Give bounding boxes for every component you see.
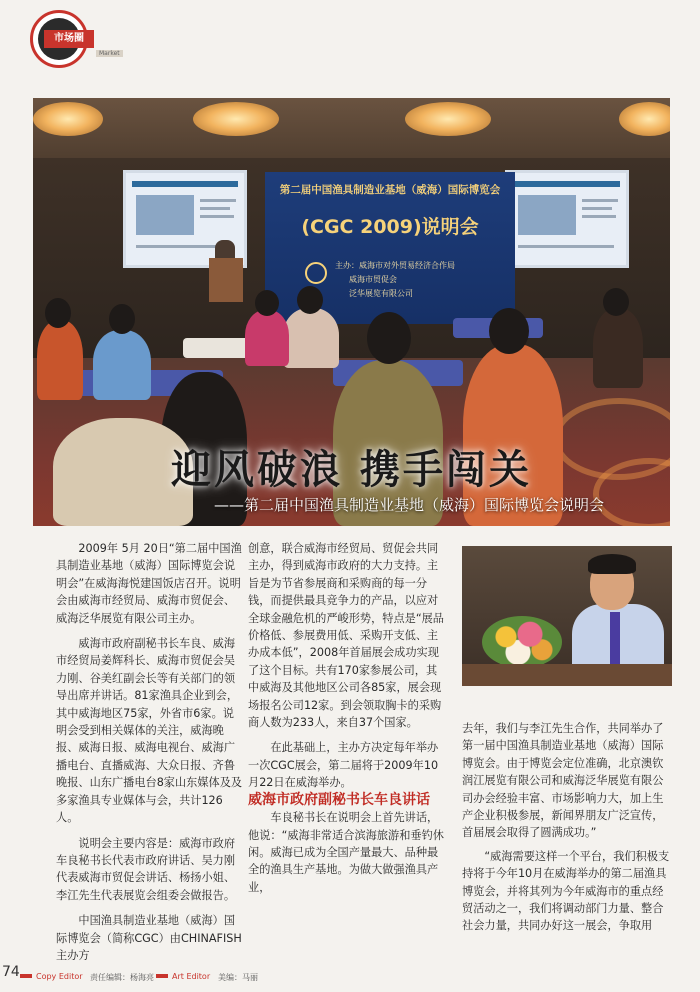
audience-member	[245, 310, 289, 366]
backdrop-sponsor: 威海市贸促会	[349, 275, 397, 284]
speaker-tie	[610, 612, 620, 672]
audience-head	[489, 308, 529, 354]
paragraph: 车良秘书长在说明会上首先讲话，他说：“威海非常适合滨海旅游和垂钓休闲。威海已成为全国产量最大、品种最全的渔具生产基地。为做大做强渔具产业，	[248, 811, 444, 894]
article-column-2	[248, 540, 448, 896]
art-editor-label-en: Art Editor	[172, 972, 211, 981]
audience-head	[45, 298, 71, 328]
copy-editor-label-en: Copy Editor	[36, 972, 83, 981]
paragraph: 2009年 5月 20日“第二届中国渔具制造业基地（威海）国际博览会说明会”在威海海悦建国饭店召开。说明会由威海市经贸局、威海市贸促会、威海泛华展览有限公司主办。	[56, 542, 242, 625]
ceiling-lamp	[405, 102, 491, 136]
podium	[209, 258, 243, 302]
copy-editor-label-cn: 责任编辑：杨海亮	[90, 973, 154, 982]
art-editor-label-cn: 美编：马丽	[218, 973, 258, 982]
paragraph: 去年，我们与李江先生合作，共同举办了第一届中国渔具制造业基地（威海）国际博览会。由于博览会定位准确，北京澳钦润江展览有限公司和威海泛华展览有限公司办会经验丰富、市场影响力大，加上生产企业积极参展，新闻界朋友广泛宣传，首届展会取得了圆满成功。”	[462, 722, 664, 840]
ceiling-lamp	[619, 102, 670, 136]
audience-head	[255, 290, 279, 316]
paragraph: 说明会主要内容是：威海市政府车良秘书长代表市政府讲话、吴力刚代表威海市贸促会讲话、杨扬小姐、李江先生代表展览会组委会做报告。	[56, 836, 236, 902]
section-logo	[30, 10, 120, 72]
article-headline: 迎风破浪 携手闯关	[171, 446, 532, 493]
flower-arrangement	[482, 616, 562, 668]
audience-member	[37, 320, 83, 400]
audience-member	[283, 308, 339, 368]
backdrop-sponsor: 主办：威海市对外贸易经济合作局	[335, 261, 455, 270]
article-subheadline: ——第二届中国渔具制造业基地（威海）国际博览会说明会	[213, 496, 604, 514]
article-column-3	[462, 720, 672, 935]
paragraph: 在此基础上，主办方决定每年举办一次CGC展会，第二届将于2009年10月22日在威海举办。	[248, 741, 439, 790]
projection-screen-right	[505, 170, 629, 268]
backdrop-subtitle: (CGC 2009)说明会	[301, 216, 479, 238]
paragraph: “威海需要这样一个平台，我们积极支持将于今年10月在威海举办的第二届渔具博览会，并将其列为今年威海市的重点经贸活动之一，我们将调动部门力量、整合社会力量，共同办好这一展会，争取用	[462, 849, 670, 933]
paragraph: 中国渔具制造业基地（威海）国际博览会（简称CGC）由CHINAFISH主办方	[56, 914, 242, 962]
lectern	[462, 664, 672, 686]
section-sub-label: Market	[96, 50, 123, 57]
ceiling-lamp	[193, 102, 279, 136]
footer-rule	[20, 974, 32, 978]
audience-member	[93, 330, 151, 400]
speaker-photo	[462, 546, 672, 686]
emblem-icon	[305, 262, 327, 284]
section-label: 市场圈	[44, 30, 94, 48]
page-footer	[0, 964, 700, 988]
page-number: 74	[2, 964, 20, 980]
ceiling-lamp	[33, 102, 103, 136]
audience-head	[603, 288, 629, 316]
backdrop-sponsor: 泛华展览有限公司	[349, 289, 413, 298]
hero-photo	[33, 98, 670, 526]
audience-head	[109, 304, 135, 334]
paragraph: 创意，联合威海市经贸局、贸促会共同主办，得到威海市政府的大力支持。主旨是为节省参展商和采购商的每一分钱，而提供最具竞争力的产品，以应对全球金融危机的严峻形势，特点是“展品价格低、参展费用低、采购开支低、主办成本低”，2008年首届展会成功实现了这个目标。共有170家参展公司，其中威海及其他地区公司各85家，展会现场报名公司12家。到会领取胸卡的采购商人数为233人，来自37个国家。	[248, 542, 444, 730]
audience-head	[367, 312, 411, 364]
paragraph: 威海市政府副秘书长车良、威海市经贸局姜辉科长、威海市贸促会吴力刚、谷美红副会长等有关部门的领导出席并讲话。81家渔具企业到会，其中威海地区75家，外省市6家。说明会受到相关媒体的关注，威海晚报、威海日报、威海电视台、威海广播电台、直播威海、大众日报、齐鲁晚报、山东广播电台8家山东媒体及及多家渔具专业媒体与会，共计126人。	[56, 637, 243, 825]
article-column-1	[56, 540, 244, 964]
footer-rule	[156, 974, 168, 978]
section-heading: 威海市政府副秘书长车良讲话	[248, 791, 430, 808]
backdrop-title: 第二届中国渔具制造业基地（威海）国际博览会	[279, 184, 501, 196]
audience-head	[297, 286, 323, 314]
speaker-hair	[588, 554, 636, 574]
audience-member	[593, 308, 643, 388]
